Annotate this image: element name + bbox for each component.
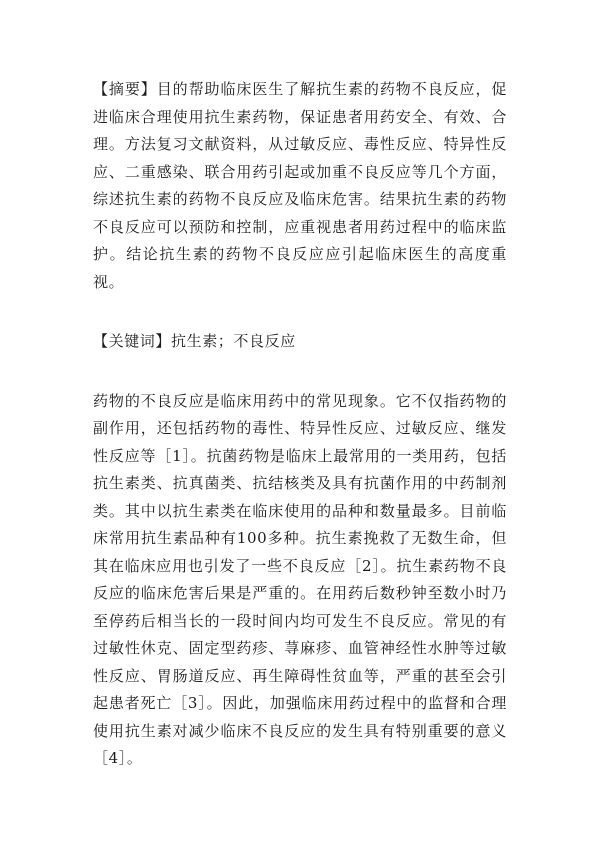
abstract-paragraph: 【摘要】目的帮助临床医生了解抗生素的药物不良反应，促进临床合理使用抗生素药物，保证患者用药安全、有效、合理。方法复习文献资料，从过敏反应、毒性反应、特异性反应、二重感染、联合用药引起或加重不良反应等几个方面，综述抗生素的药物不良反应及临床危害。结果抗生素的药物不良反应可以预防和控制，应重视患者用药过程中的临床监护。结论抗生素的药物不良反应应引起临床医生的高度重视。 xyxy=(93,80,507,291)
document-page xyxy=(93,76,507,773)
keywords-paragraph: 【关键词】抗生素；不良反应 xyxy=(93,332,296,350)
body-paragraph: 药物的不良反应是临床用药中的常见现象。它不仅指药物的副作用，还包括药物的毒性、特异性反应、过敏反应、继发性反应等［1］。抗菌药物是临床上最常用的一类用药，包括抗生素类、抗真菌类、抗结核类及具有抗菌作用的中药制剂类。其中以抗生素类在临床使用的品种和数量最多。目前临床常用抗生素品种有100多种。抗生素挽救了无数生命，但其在临床应用也引发了一些不良反应［2］。抗生素药物不良反应的临床危害后果是严重的。在用药后数秒钟至数小时乃至停药后相当长的一段时间内均可发生不良反应。常见的有过敏性休克、固定型药疹、荨麻疹、血管神经性水肿等过敏性反应、胃肠道反应、再生障碍性贫血等，严重的甚至会引起患者死亡［3］。因此，加强临床用药过程中的监督和合理使用抗生素对减少临床不良反应的发生具有特别重要的意义［4］。 xyxy=(93,391,507,767)
